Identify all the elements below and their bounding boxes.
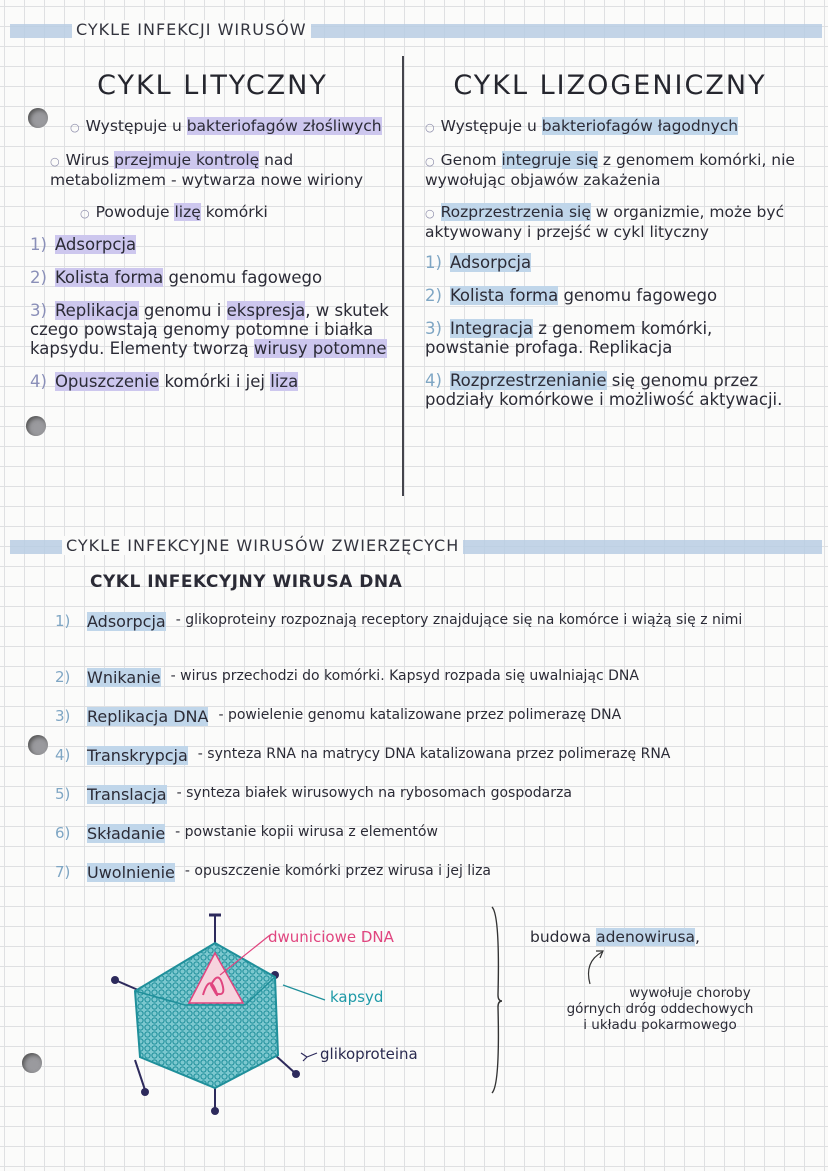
step-term: Uwolnienie: [87, 863, 175, 882]
step-description: - glikoproteiny rozpoznają receptory znajdujące się na komórce i wiążą się z nimi: [175, 612, 743, 628]
step-description: - synteza RNA na matrycy DNA katalizowana przez polimerazę RNA: [197, 746, 671, 762]
step-number: 3): [30, 301, 47, 320]
step-item: [30, 301, 395, 358]
highlighted-term: Rozprzestrzenianie: [449, 371, 607, 390]
binder-hole: [28, 735, 48, 755]
step-description: - powielenie genomu katalizowane przez polimerazę DNA: [218, 707, 622, 723]
highlighted-term: Adsorpcja: [449, 253, 532, 272]
step-item: [425, 371, 795, 409]
text-segment: Występuje u: [440, 117, 542, 135]
step-term: Translacja: [87, 785, 167, 804]
text-segment: nad metabolizmem - wytwarza nowe wiriony: [50, 151, 364, 189]
step-description: - powstanie kopii wirusa z elementów: [175, 824, 438, 840]
bullet: ○ Wirus przejmuje kontrolę nad metabolizmem - wytwarza nowe wiriony: [50, 151, 364, 189]
bullet: ○ Występuje u bakteriofagów złośliwych: [70, 117, 382, 135]
step-term: Składanie: [87, 824, 166, 843]
step-number: 5): [55, 785, 71, 803]
step-term: Replikacja DNA: [87, 707, 209, 726]
text-segment: Powoduje: [95, 203, 175, 221]
step-item: [55, 824, 805, 863]
step-number: 1): [30, 235, 47, 254]
step-item: [425, 253, 795, 272]
highlighted-term: Opuszczenie: [54, 372, 160, 391]
step-description: - wirus przechodzi do komórki. Kapsyd rozpada się uwalniając DNA: [170, 668, 639, 684]
subheading: CYKL INFEKCYJNY WIRUSA DNA: [90, 572, 403, 592]
text-segment: Genom: [440, 151, 502, 169]
highlighted-term: integruje się: [501, 151, 598, 169]
highlighted-term: Replikacja: [54, 301, 139, 320]
step-item: [425, 286, 795, 305]
binder-hole: [22, 1053, 42, 1073]
step-item: [55, 668, 805, 707]
highlighted-term: ekspresja: [226, 301, 306, 320]
step-item: [30, 235, 395, 254]
column-divider: [402, 56, 404, 496]
step-term: Wnikanie: [87, 668, 161, 687]
highlighted-term: Kolista forma: [54, 268, 164, 287]
note-text: wywołuje choroby górnych dróg oddechowych i układu pokarmowego: [566, 985, 754, 1033]
step-item: [30, 372, 395, 391]
highlighted-term: bakteriofagów łagodnych: [541, 117, 739, 135]
step-number: 6): [55, 824, 71, 842]
binder-hole: [26, 416, 46, 436]
text-segment: genomu fagowego: [163, 268, 323, 287]
highlighted-term: liza: [270, 372, 299, 391]
arrow-icon: [580, 948, 610, 988]
step-item: [55, 863, 805, 902]
step-number: 2): [30, 268, 47, 287]
step-item: [30, 268, 395, 287]
step-term: Transkrypcja: [87, 746, 188, 765]
lysogenic-column: [425, 70, 795, 423]
text-segment: genomu i: [138, 301, 227, 320]
step-description: - opuszczenie komórki przez wirusa i jej liza: [184, 863, 492, 879]
highlighted-term: adenowirusa: [596, 928, 696, 946]
step-number: 1): [425, 253, 442, 272]
text-segment: Wirus: [65, 151, 115, 169]
step-number: 4): [55, 746, 71, 764]
text-segment: Występuje u: [85, 117, 187, 135]
bullet: ○ Genom integruje się z genomem komórki, nie wywołując objawów zakażenia: [425, 151, 795, 189]
step-number: 3): [55, 707, 71, 725]
note-line: budowa adenowirusa,: [530, 928, 700, 946]
step-number: 4): [425, 371, 442, 390]
section-title: CYKLE INFEKCJI WIRUSÓW: [72, 20, 311, 39]
step-number: 4): [30, 372, 47, 391]
text-segment: komórki i jej: [159, 372, 271, 391]
step-item: [55, 612, 805, 668]
step-item: [55, 746, 805, 785]
step-number: 3): [425, 319, 442, 338]
section-title: CYKLE INFEKCYJNE WIRUSÓW ZWIERZĘCYCH: [62, 536, 463, 555]
step-number: 2): [55, 668, 71, 686]
bullet: ○ Powoduje lizę komórki: [80, 203, 268, 221]
label-glycoprotein: glikoproteina: [320, 1045, 418, 1063]
step-term: Adsorpcja: [87, 612, 166, 631]
text-segment: w organizmie, może być aktywowany i przejść w cykl lityczny: [425, 203, 785, 241]
lysogenic-heading: CYKL LIZOGENICZNY: [453, 70, 767, 101]
lytic-column: [30, 70, 395, 405]
step-item: [55, 707, 805, 746]
text-segment: , w skutek czego powstają genomy potomne i białka kapsydu. Elementy tworzą: [30, 301, 389, 358]
text-segment: z genomem komórki, powstanie profaga. Replikacja: [425, 319, 713, 357]
dna-cycle-steps: [55, 612, 805, 902]
highlighted-term: Rozprzestrzenia się: [440, 203, 591, 221]
highlighted-term: przejmuje kontrolę: [114, 151, 260, 169]
bracket-icon: [486, 905, 506, 1095]
text-segment: się genomu przez podziały komórkowe i możliwość aktywacji.: [425, 371, 783, 409]
text-segment: genomu fagowego: [558, 286, 718, 305]
step-description: - synteza białek wirusowych na rybosomach gospodarza: [176, 785, 572, 801]
highlighted-term: Kolista forma: [449, 286, 559, 305]
step-number: 1): [55, 612, 71, 630]
step-number: 2): [425, 286, 442, 305]
bullet: ○ Występuje u bakteriofagów łagodnych: [425, 117, 739, 135]
bullet: ○ Rozprzestrzenia się w organizmie, może być aktywowany i przejść w cykl lityczny: [425, 203, 785, 241]
step-item: [425, 319, 795, 357]
highlighted-term: Integracja: [449, 319, 534, 338]
step-number: 7): [55, 863, 71, 881]
text-segment: z genomem komórki, nie wywołując objawów zakażenia: [425, 151, 795, 189]
highlighted-term: bakteriofagów złośliwych: [186, 117, 382, 135]
highlighted-term: lizę: [174, 203, 201, 221]
step-item: [55, 785, 805, 824]
text-segment: komórki: [200, 203, 268, 221]
label-capsid: kapsyd: [330, 988, 384, 1006]
highlighted-term: Adsorpcja: [54, 235, 137, 254]
lytic-heading: CYKL LITYCZNY: [97, 70, 328, 101]
label-dna: dwuniciowe DNA: [268, 928, 394, 946]
highlighted-term: wirusy potomne: [253, 339, 387, 358]
